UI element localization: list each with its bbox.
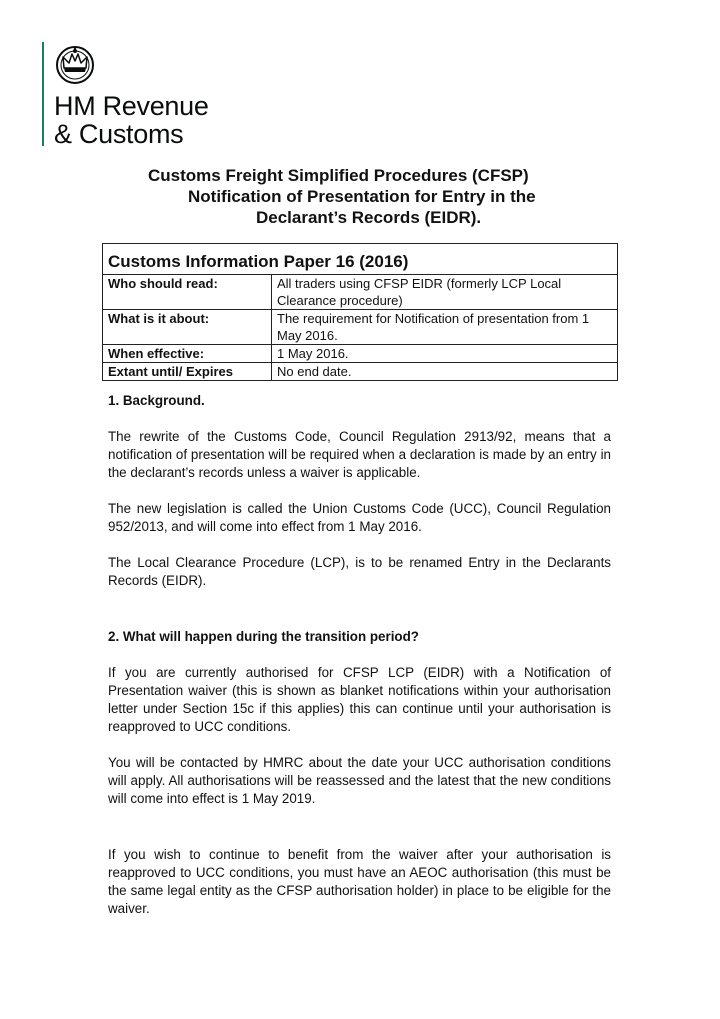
paragraph: If you wish to continue to benefit from the waiver after your authorisation is reapproved to UCC conditions, you must have an AEOC authorisation (this must be the same legal entity as the CFSP authorisation holder) in place to be eligible for the waiver. xyxy=(108,847,611,916)
info-value: The requirement for Notification of presentation from 1 May 2016. xyxy=(272,310,618,345)
section-heading: 1. Background. xyxy=(108,393,205,408)
info-value: All traders using CFSP EIDR (formerly LCP Local Clearance procedure) xyxy=(277,276,562,308)
info-value: No end date. xyxy=(272,363,618,381)
info-box xyxy=(102,243,618,381)
info-row-who xyxy=(103,275,617,310)
logo-accent-bar xyxy=(42,42,44,146)
document-title xyxy=(100,165,660,228)
info-label: What is it about: xyxy=(103,310,272,345)
paragraph: The rewrite of the Customs Code, Council Regulation 2913/92, means that a notification of presentation will be required when a declaration is made by an entry in the declarant’s records unless a waiver is applicable. xyxy=(108,429,611,480)
info-table xyxy=(103,275,617,380)
paragraph: The Local Clearance Procedure (LCP), is to be renamed Entry in the Declarants Records (EIDR). xyxy=(108,555,611,588)
hmrc-logo xyxy=(42,42,242,149)
section-heading: 2. What will happen during the transition period? xyxy=(108,629,419,644)
info-row-when xyxy=(103,345,617,363)
royal-crest-icon xyxy=(55,42,95,88)
title-line-1: Customs Freight Simplified Procedures (CFSP) xyxy=(148,166,529,185)
info-box-heading: Customs Information Paper 16 (2016) xyxy=(103,244,617,275)
document-body xyxy=(108,392,611,918)
info-label: Who should read: xyxy=(103,275,272,310)
org-name-line1: HM Revenue xyxy=(54,91,209,121)
paragraph: The new legislation is called the Union Customs Code (UCC), Council Regulation 952/2013, and will come into effect from 1 May 2016. xyxy=(108,501,611,534)
info-row-what xyxy=(103,310,617,345)
info-label: When effective: xyxy=(103,345,272,363)
paragraph: If you are currently authorised for CFSP LCP (EIDR) with a Notification of Presentation waiver (this is shown as blanket notifications within your authorisation letter under Section 15c if this applies) this can continue until your authorisation is reapproved to UCC conditions. xyxy=(108,665,611,734)
info-row-expires xyxy=(103,363,617,381)
info-label: Extant until/ Expires xyxy=(103,363,272,381)
title-line-3: Declarant’s Records (EIDR). xyxy=(256,208,482,227)
org-name-line2: & Customs xyxy=(54,119,184,149)
title-line-2: Notification of Presentation for Entry in the xyxy=(188,187,536,206)
paragraph: You will be contacted by HMRC about the date your UCC authorisation conditions will apply. All authorisations will be reassessed and the latest that the new conditions will come into effect is 1 May 2019. xyxy=(108,755,611,806)
info-value: 1 May 2016. xyxy=(272,345,618,363)
